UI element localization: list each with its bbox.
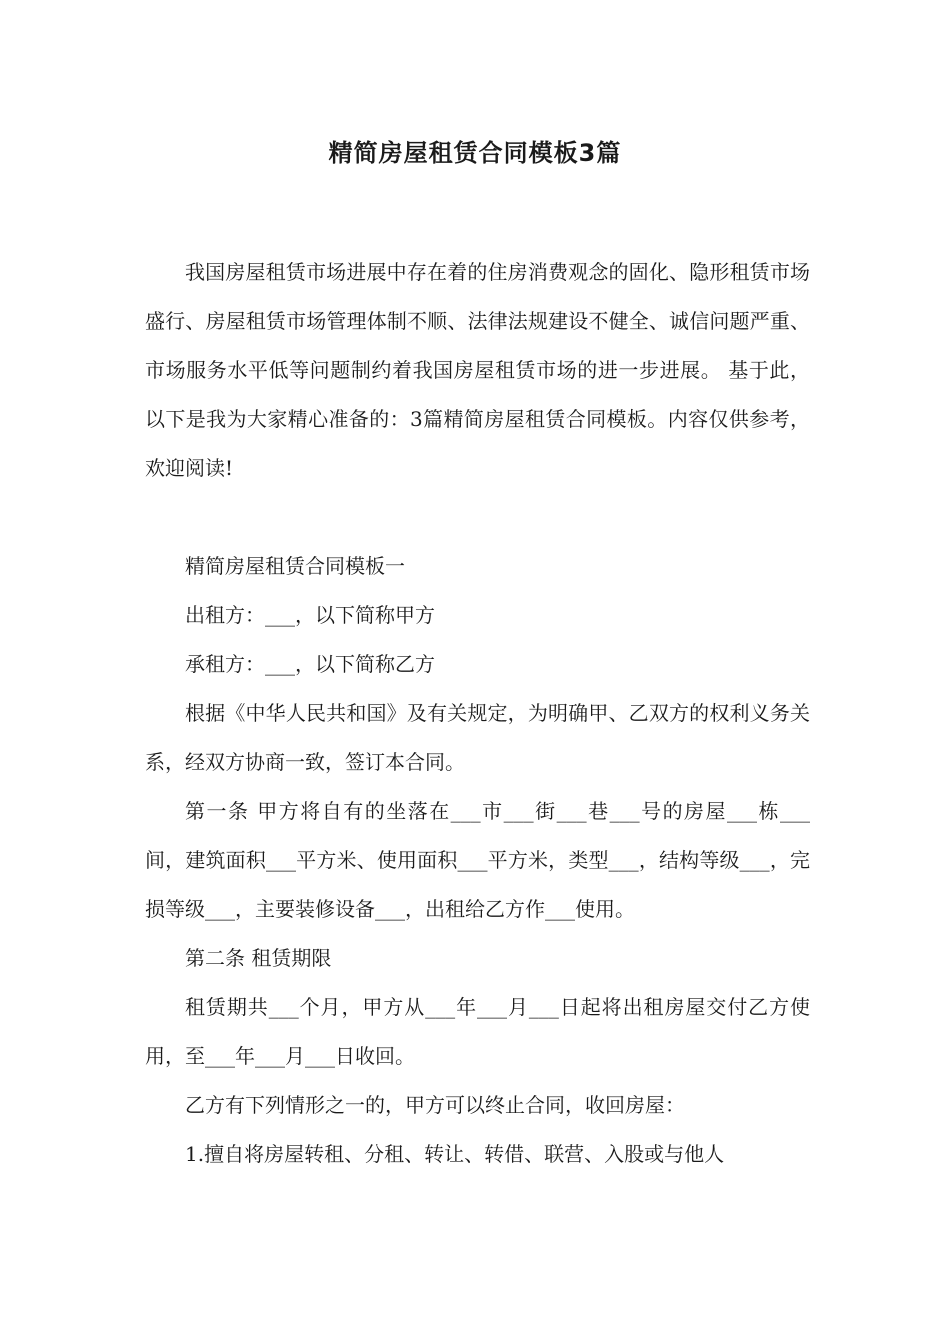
lessee-line: 承租方：___，以下简称乙方 [185,652,435,676]
paragraph-gap [145,493,810,542]
basis-paragraph: 根据《中华人民共和国》及有关规定，为明确甲、乙双方的权利义务关系，经双方协商一致，签订本合同。 [145,701,810,774]
intro-paragraph: 我国房屋租赁市场进展中存在着的住房消费观念的固化、隐形租赁市场盛行、房屋租赁市场管理体制不顺、法律法规建设不健全、诚信问题严重、市场服务水平低等问题制约着我国房屋租赁市场的进一步进展。 基于此，以下是我为大家精心准备的：3篇精简房屋租赁合同模板。内容仅供参考，欢迎阅读! [145,260,810,480]
document-title: 精简房屋租赁合同模板3篇 [328,139,622,167]
article-two-heading: 第二条 租赁期限 [185,946,332,970]
document-body [145,248,810,1179]
section-heading: 精简房屋租赁合同模板一 [185,554,405,578]
lessor-line: 出租方：___，以下简称甲方 [185,603,435,627]
clause-item-1: 1.擅自将房屋转租、分租、转让、转借、联营、入股或与他人 [185,1142,725,1166]
lease-term-paragraph: 租赁期共___个月，甲方从___年___月___日起将出租房屋交付乙方使用，至___年___月___日收回。 [145,995,810,1068]
termination-paragraph: 乙方有下列情形之一的，甲方可以终止合同，收回房屋： [185,1093,685,1117]
article-one: 第一条 甲方将自有的坐落在___市___街___巷___号的房屋___栋___间，建筑面积___平方米、使用面积___平方米，类型___，结构等级___，完损等级___，主要装修设备___，出租给乙方作___使用。 [145,799,810,921]
